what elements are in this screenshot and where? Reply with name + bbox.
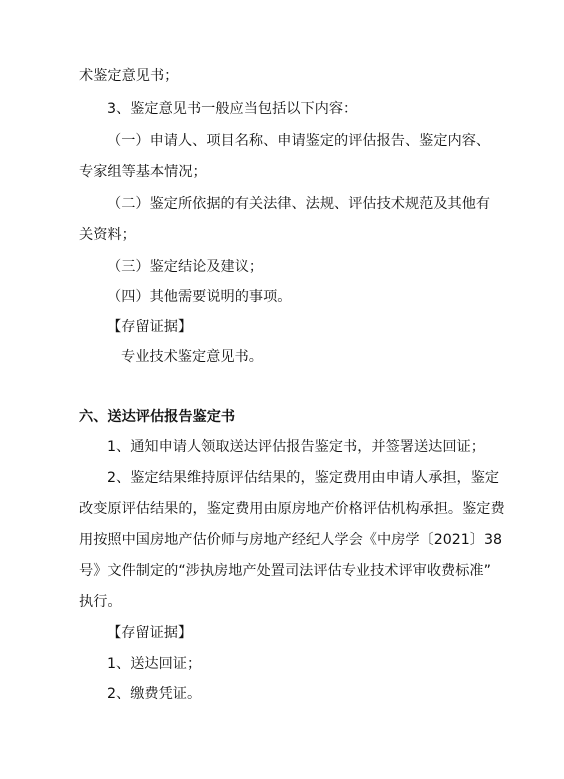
paragraph-line: （一）申请人、项目名称、申请鉴定的评估报告、鉴定内容、 bbox=[107, 133, 491, 149]
paragraph-line: 专业技术鉴定意见书。 bbox=[121, 349, 263, 365]
paragraph-line: （二）鉴定所依据的有关法律、法规、评估技术规范及其他有 bbox=[107, 196, 491, 212]
evidence-label: 【存留证据】 bbox=[107, 319, 193, 335]
paragraph-line: 专家组等基本情况； bbox=[79, 164, 207, 180]
paragraph-line: 关资料； bbox=[79, 227, 136, 243]
paragraph-line: （四）其他需要说明的事项。 bbox=[107, 289, 292, 305]
paragraph-line: 号》文件制定的“涉执房地产处置司法评估专业技术评审收费标准” bbox=[79, 563, 491, 579]
list-item: 2、缴费凭证。 bbox=[107, 686, 202, 702]
list-item: 1、送达回证； bbox=[107, 656, 202, 672]
paragraph-line: 执行。 bbox=[79, 594, 122, 610]
paragraph-line: 改变原评估结果的，鉴定费用由原房地产价格评估机构承担。鉴定费 bbox=[79, 501, 505, 517]
section-heading: 六、送达评估报告鉴定书 bbox=[79, 409, 236, 425]
paragraph-line: 2、鉴定结果维持原评估结果的，鉴定费用由申请人承担，鉴定 bbox=[107, 470, 500, 486]
paragraph-line: 术鉴定意见书； bbox=[79, 68, 179, 84]
paragraph-line: 3、鉴定意见书一般应当包括以下内容： bbox=[107, 101, 358, 117]
evidence-label: 【存留证据】 bbox=[107, 625, 193, 641]
paragraph-line: 1、通知申请人领取送达评估报告鉴定书，并签署送达回证； bbox=[107, 439, 485, 455]
paragraph-line: （三）鉴定结论及建议； bbox=[107, 259, 264, 275]
paragraph-line: 用按照中国房地产估价师与房地产经纪人学会《中房学〔2021〕38 bbox=[79, 532, 503, 548]
